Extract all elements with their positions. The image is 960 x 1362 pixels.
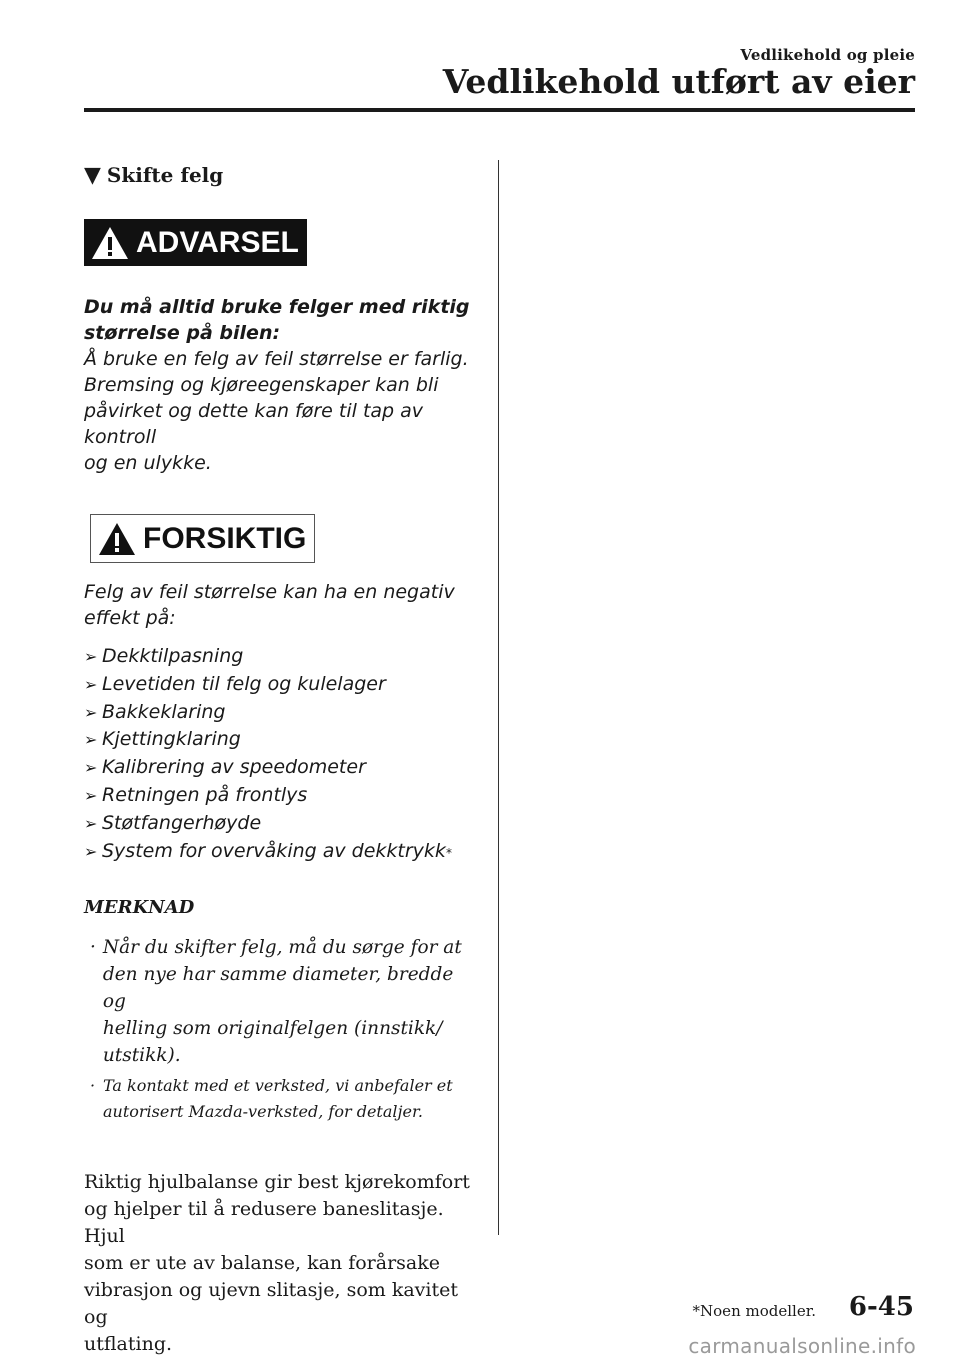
list-item: ➢ Retningen på frontlys (84, 782, 479, 810)
arrow-right-icon: ➢ (84, 647, 98, 666)
list-item: ➢ Kjettingklaring (84, 726, 479, 754)
caution-label: FORSIKTIG (143, 521, 307, 555)
footnote-marker: * (445, 845, 452, 860)
arrow-right-icon: ➢ (84, 702, 98, 722)
list-item: ➢ Dekktilpasning (84, 643, 479, 671)
arrow-right-icon: ➢ (84, 758, 98, 778)
list-item: ➢ Støtfangerhøyde (84, 810, 479, 838)
list-item: ➢ Levetiden til felg og kulelager (84, 671, 479, 699)
body-paragraph: Riktig hjulbalanse gir best kjørekomfort og hjelper til å redusere baneslitasje. Hjul som er ute av balanse, kan forårsake vibrasjon og ujevn slitasje, som kavitet og utflating. (84, 1171, 470, 1356)
subsection-title: Skifte felg (106, 163, 224, 187)
caution-triangle-icon (97, 521, 137, 557)
warning-triangle-icon (90, 225, 130, 261)
warning-label: ADVARSEL (136, 225, 299, 259)
warning-line: og en ulykke. (84, 452, 212, 474)
caution-intro (84, 579, 479, 631)
arrow-right-icon: ➢ (84, 813, 98, 833)
note-item: · Når du skifter felg, må du sørge for at den nye har samme diameter, bredde og helling som originalfelgen (innstikk/ utstikk). (84, 934, 479, 1069)
note-item: · Ta kontakt med et verksted, vi anbefaler et autorisert Mazda-verksted, for detaljer. (84, 1073, 479, 1125)
arrow-right-icon: ➢ (84, 841, 98, 861)
watermark: carmanualsonline.info (688, 1334, 916, 1358)
bullet-icon: · (90, 1076, 96, 1096)
section-title: Vedlikehold utført av eier (442, 62, 915, 101)
header-rule (84, 108, 915, 112)
note-list (84, 934, 479, 1125)
arrow-right-icon: ➢ (84, 674, 98, 694)
note-title: MERKNAD (84, 897, 195, 919)
footnote: *Noen modeller. (692, 1302, 816, 1320)
subsection-heading (84, 163, 479, 187)
left-column (84, 160, 479, 1358)
caution-list (84, 643, 479, 867)
bullet-icon: · (90, 937, 96, 959)
triangle-down-icon: ▼ (84, 162, 101, 188)
arrow-right-icon: ➢ (84, 730, 98, 750)
warning-line: påvirket og dette kan føre til tap av kontroll (84, 400, 424, 448)
column-divider (498, 160, 499, 1235)
warning-line: Bremsing og kjøreegenskaper kan bli (84, 374, 439, 396)
warning-label-box (84, 219, 307, 266)
arrow-right-icon: ➢ (84, 785, 98, 805)
list-item: ➢ Kalibrering av speedometer (84, 754, 479, 782)
chapter-title: Vedlikehold og pleie (740, 46, 915, 64)
caution-label-box (90, 514, 315, 563)
caution-intro-line: effekt på: (84, 607, 176, 629)
warning-line: Å bruke en felg av feil størrelse er farlig. (84, 348, 469, 370)
list-item: ➢ Bakkeklaring (84, 699, 479, 727)
list-item: ➢ System for overvåking av dekktrykk * (84, 838, 479, 868)
page-number: 6-45 (848, 1292, 914, 1322)
warning-bold-line: størrelse på bilen: (84, 322, 281, 344)
warning-text (84, 294, 479, 476)
warning-bold-line: Du må alltid bruke felger med riktig (84, 296, 470, 318)
caution-intro-line: Felg av feil størrelse kan ha en negativ (84, 581, 455, 603)
